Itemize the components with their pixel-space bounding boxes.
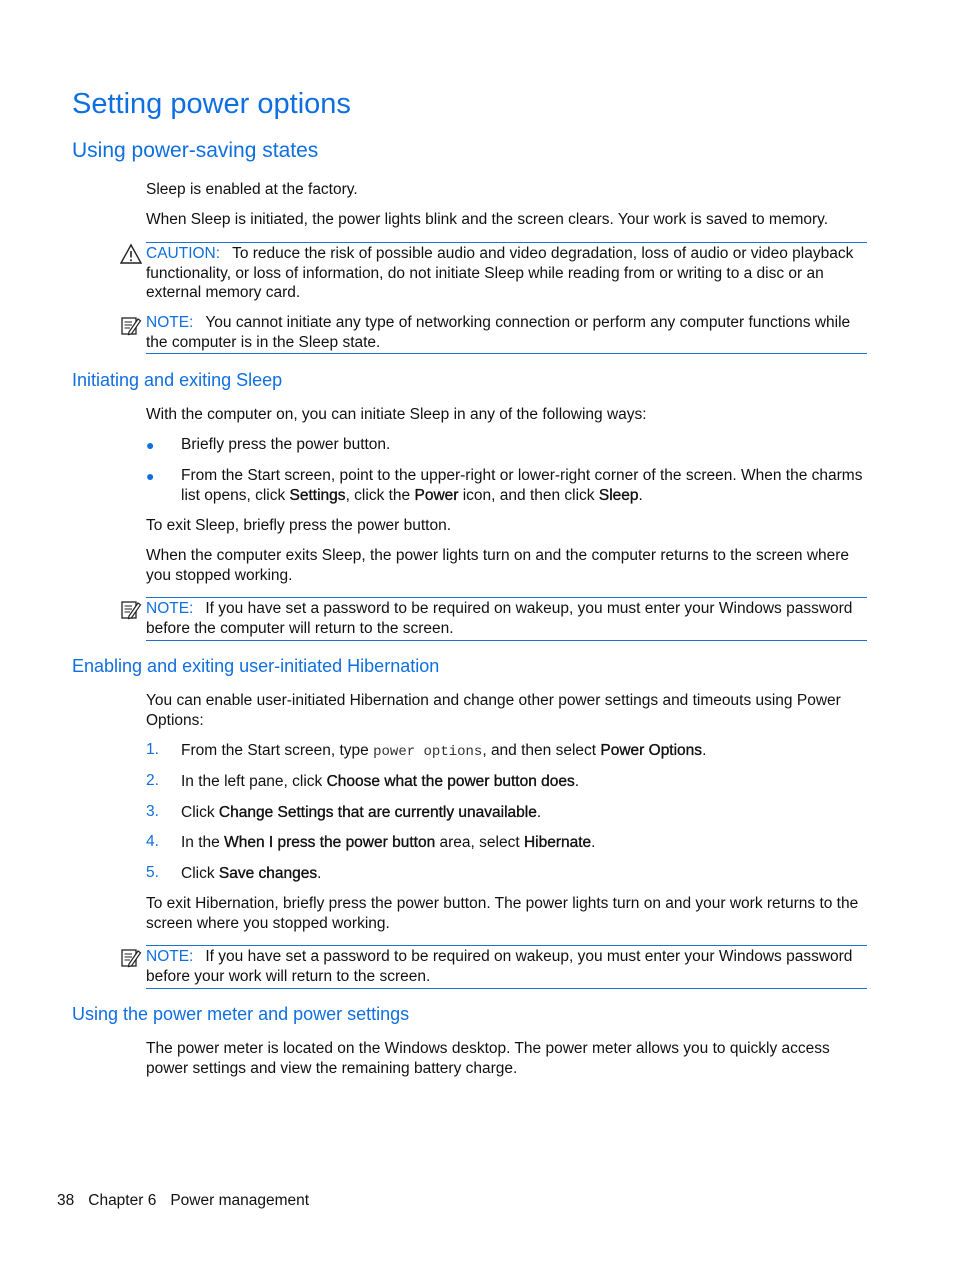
chapter-title: Power management — [170, 1192, 310, 1209]
note-icon — [120, 947, 142, 969]
bullet-marker: ● — [146, 468, 155, 484]
intro-paragraph-2: When Sleep is initiated, the power lights blink and the screen clears. Your work is saved to memory. — [146, 211, 829, 228]
note-label: NOTE: — [146, 314, 194, 331]
hibernation-intro: You can enable user-initiated Hibernation and change other power settings and timeouts using Power Options: — [146, 692, 841, 729]
page-number: 38 — [57, 1192, 75, 1209]
note-bottom-rule — [146, 640, 867, 641]
bullet-item-1: Briefly press the power button. — [181, 436, 391, 453]
sleep-intro: With the computer on, you can initiate Sleep in any of the following ways: — [146, 406, 647, 423]
step-number: 1. — [146, 741, 159, 758]
note-label: NOTE: — [146, 600, 194, 617]
intro-paragraph-1: Sleep is enabled at the factory. — [146, 181, 358, 198]
caution-icon — [120, 243, 142, 265]
note-text: If you have set a password to be required on wakeup, you must enter your Windows password before the computer will return to the screen. — [146, 600, 853, 637]
note-box-3 — [146, 947, 867, 986]
subsection-heading-hibernation: Enabling and exiting user-initiated Hibernation — [72, 656, 440, 676]
meter-paragraph: The power meter is located on the Windows desktop. The power meter allows you to quickly access power settings and view the remaining battery charge. — [146, 1040, 830, 1077]
caution-text: To reduce the risk of possible audio and video degradation, loss of audio or video playback functionality, or loss of information, do not initiate Sleep while reading from or writing to a disc or an external memory card. — [146, 245, 854, 301]
caution-label: CAUTION: — [146, 245, 221, 262]
step-number: 3. — [146, 803, 159, 820]
note-box-2 — [146, 599, 867, 638]
page-footer — [57, 1192, 323, 1210]
step-item-1: From the Start screen, type power options, and then select Power Options. — [181, 742, 707, 760]
step-item-4: In the When I press the power button area, select Hibernate. — [181, 834, 596, 851]
step-item-5: Click Save changes. — [181, 865, 322, 882]
step-number: 4. — [146, 833, 159, 850]
note-top-rule — [146, 597, 867, 598]
caution-top-rule — [146, 242, 867, 243]
page-title: Setting power options — [72, 88, 351, 120]
note-bottom-rule — [146, 988, 867, 989]
hibernation-exit: To exit Hibernation, briefly press the power button. The power lights turn on and your work returns to the screen where you stopped working. — [146, 895, 859, 932]
note-top-rule — [146, 945, 867, 946]
subsection-heading-meter: Using the power meter and power settings — [72, 1004, 410, 1024]
bullet-item-2: From the Start screen, point to the upper-right or lower-right corner of the screen. When the charms list opens, click Settings, click the Power icon, and then click Sleep. — [181, 467, 863, 504]
chapter-label: Chapter 6 — [88, 1192, 157, 1209]
sleep-exit-2: When the computer exits Sleep, the power lights turn on and the computer returns to the screen where you stopped working. — [146, 547, 850, 584]
subsection-heading-sleep: Initiating and exiting Sleep — [72, 370, 283, 390]
note-label: NOTE: — [146, 948, 194, 965]
step-number: 5. — [146, 864, 159, 881]
note-bottom-rule — [146, 353, 867, 354]
note-box-1 — [146, 313, 867, 352]
section-heading: Using power-saving states — [72, 139, 319, 162]
note-text: You cannot initiate any type of networking connection or perform any computer functions while the computer is in the Sleep state. — [146, 314, 851, 351]
bullet-marker: ● — [146, 437, 155, 453]
caution-box — [146, 244, 867, 303]
note-icon — [120, 599, 142, 621]
note-text: If you have set a password to be required on wakeup, you must enter your Windows password before your work will return to the screen. — [146, 948, 853, 985]
step-item-2: In the left pane, click Choose what the power button does. — [181, 773, 580, 790]
step-number: 2. — [146, 772, 159, 789]
step-item-3: Click Change Settings that are currently unavailable. — [181, 804, 542, 821]
note-icon — [120, 315, 142, 337]
sleep-exit-1: To exit Sleep, briefly press the power button. — [146, 517, 451, 534]
